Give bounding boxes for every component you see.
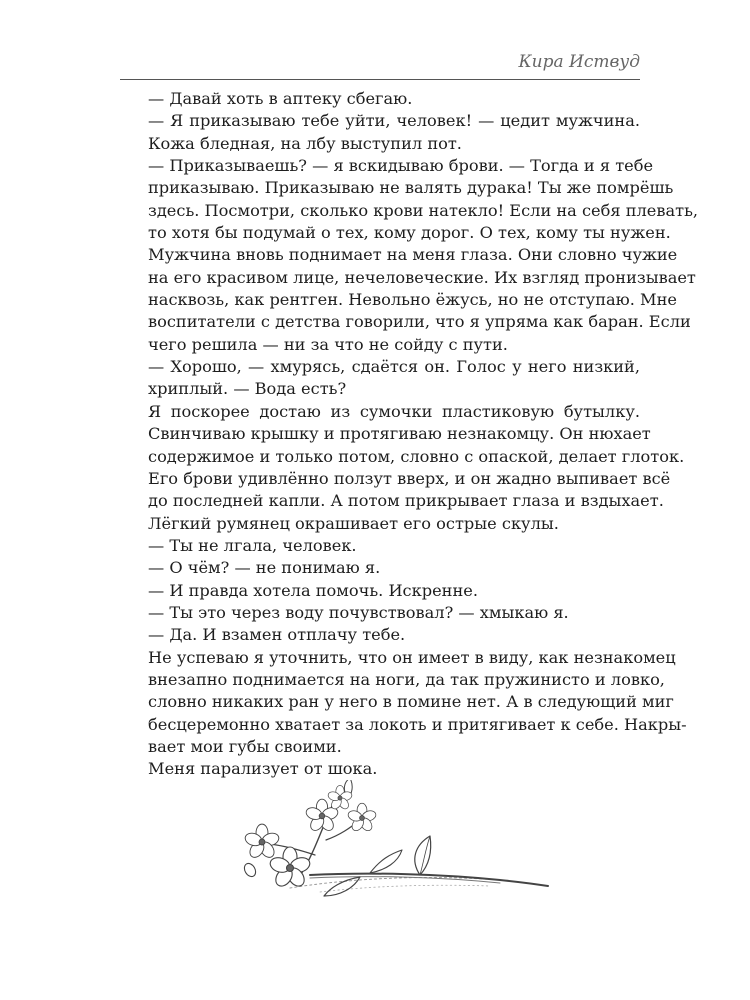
text-line: бесцеремонно хватает за локоть и притягивает к себе. Накры- [148, 714, 687, 734]
flower-branch-illustration [230, 780, 560, 910]
paragraph [120, 110, 640, 155]
text-line: — Ты не лгала, человек. [148, 535, 357, 555]
text-line: — Ты это через воду почувствовал? — хмыкаю я. [148, 602, 569, 622]
text-line: здесь. Посмотри, сколько крови натекло! Если на себя плевать, [148, 200, 699, 220]
text-line: чего решила — ни за что не сойду с пути. [148, 334, 508, 354]
text-line: внезапно поднимается на ноги, да так пружинисто и ловко, [148, 669, 665, 689]
paragraph [120, 155, 699, 244]
running-head-author: Кира Иствуд [518, 52, 640, 72]
text-line: — Да. И взамен отплачу тебе. [148, 625, 406, 645]
paragraph [120, 356, 640, 401]
text-line: хриплый. — Вода есть? [148, 379, 347, 399]
text-line: Я поскорее достаю из сумочки пластиковую бутылку. [148, 401, 640, 421]
text-line: — Приказываешь? — я вскидываю брови. — Тогда и я тебе [148, 156, 654, 176]
text-line: Его брови удивлённо ползут вверх, и он жадно выпивает всё [148, 468, 671, 488]
text-line: до последней капли. А потом прикрывает глаза и вздыхает. [148, 491, 664, 511]
text-line: — О чём? — не понимаю я. [148, 558, 381, 578]
paragraph [120, 535, 640, 557]
text-line: Не успеваю я уточнить, что он имеет в виду, как незнакомец [148, 647, 676, 667]
text-line: насквозь, как рентген. Невольно ёжусь, но не отступаю. Мне [148, 290, 677, 310]
text-line: Кожа бледная, на лбу выступил пот. [148, 133, 462, 153]
paragraph [120, 557, 640, 579]
paragraph [120, 580, 640, 602]
text-line: Меня парализует от шока. [148, 759, 378, 779]
text-line: Свинчиваю крышку и протягиваю незнакомцу. Он нюхает [148, 424, 651, 444]
text-line: вает мои губы своими. [148, 736, 342, 756]
paragraph [120, 244, 696, 356]
paragraph [120, 624, 640, 646]
text-line: словно никаких ран у него в помине нет. А в следующий миг [148, 692, 674, 712]
paragraph [120, 647, 687, 759]
text-line: — Давай хоть в аптеку сбегаю. [148, 89, 413, 108]
text-line: приказываю. Приказываю не валять дурака! Ты же помрёшь [148, 178, 674, 198]
text-line: то хотя бы подумай о тех, кому дорог. О тех, кому ты нужен. [148, 223, 671, 243]
text-line: — И правда хотела помочь. Искренне. [148, 580, 478, 600]
paragraph [120, 401, 685, 535]
paragraph [120, 758, 640, 780]
text-line: содержимое и только потом, словно с опаской, делает глоток. [148, 446, 685, 466]
text-line: Мужчина вновь поднимает на меня глаза. Они словно чужие [148, 245, 678, 265]
header-rule [120, 79, 640, 80]
paragraph [120, 602, 640, 624]
text-line: воспитатели с детства говорили, что я упряма как баран. Если [148, 312, 691, 332]
text-line: на его красивом лице, нечеловеческие. Их взгляд пронизывает [148, 267, 696, 287]
page-text [120, 88, 699, 781]
paragraph [120, 88, 640, 110]
text-line: — Хорошо, — хмурясь, сдаётся он. Голос у него низкий, [148, 357, 640, 377]
text-line: — Я приказываю тебе уйти, человек! — цедит мужчина. [148, 111, 640, 131]
text-line: Лёгкий румянец окрашивает его острые скулы. [148, 513, 559, 533]
